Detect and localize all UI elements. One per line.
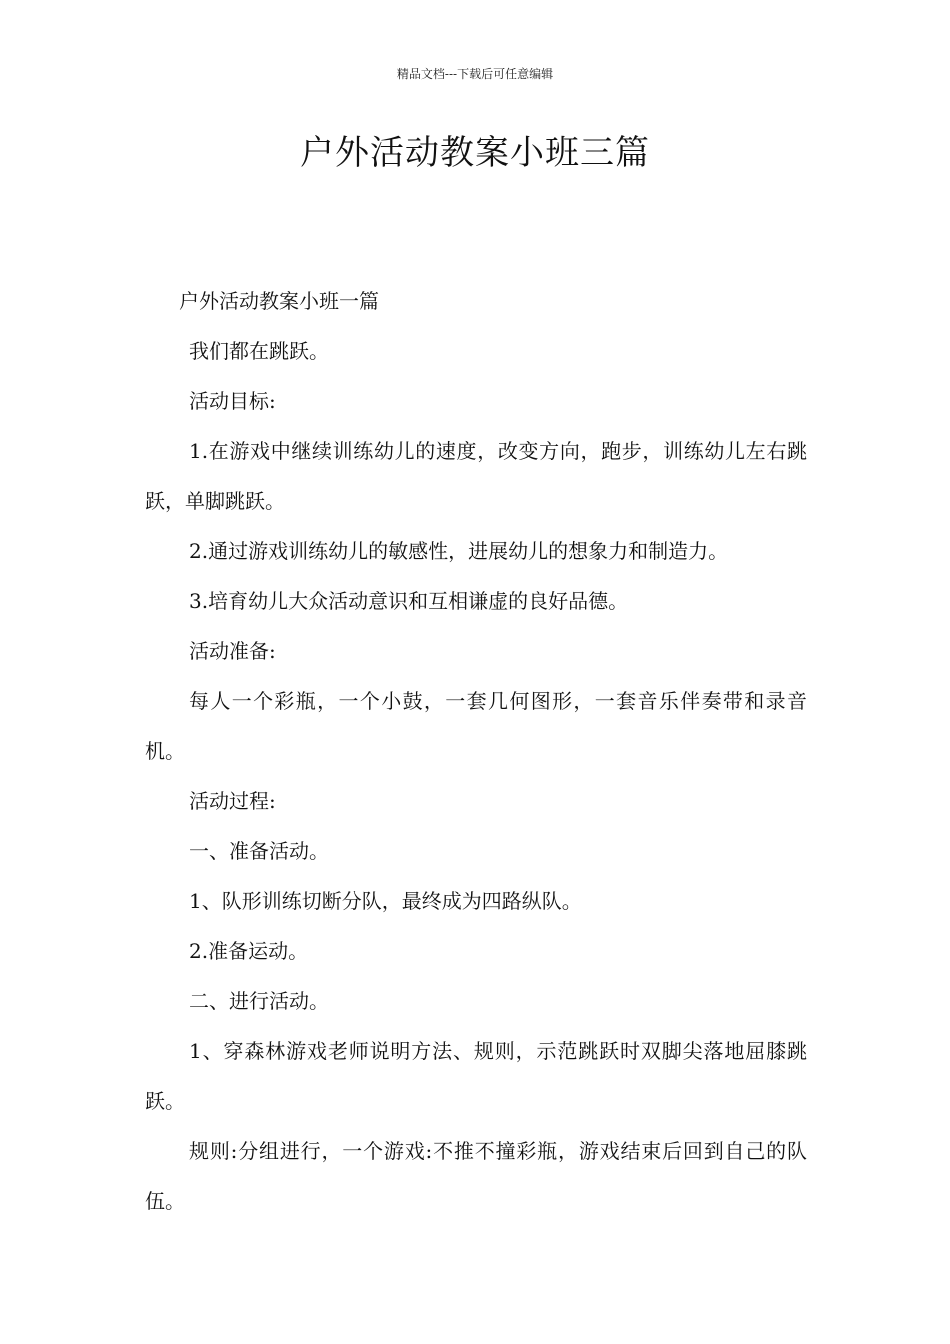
paragraph: 活动准备: <box>189 639 276 663</box>
paragraph: 每人一个彩瓶，一个小鼓，一套几何图形，一套音乐伴奏带和录音机。 <box>145 689 807 763</box>
paragraph: 1、队形训练切断分队，最终成为四路纵队。 <box>189 889 582 913</box>
paragraph: 二、进行活动。 <box>189 989 329 1013</box>
document-body <box>145 276 807 1226</box>
section-heading: 户外活动教案小班一篇 <box>179 289 379 313</box>
paragraph: 活动目标: <box>189 389 276 413</box>
paragraph: 1.在游戏中继续训练幼儿的速度，改变方向，跑步，训练幼儿左右跳跃，单脚跳跃。 <box>145 439 807 513</box>
paragraph: 2.通过游戏训练幼儿的敏感性，进展幼儿的想象力和制造力。 <box>189 539 729 563</box>
paragraph: 活动过程: <box>189 789 276 813</box>
document-title: 户外活动教案小班三篇 <box>300 133 650 173</box>
paragraph: 规则:分组进行，一个游戏:不推不撞彩瓶，游戏结束后回到自己的队伍。 <box>145 1139 807 1213</box>
paragraph: 我们都在跳跃。 <box>189 339 329 363</box>
paragraph: 一、准备活动。 <box>189 839 329 863</box>
paragraph: 1、穿森林游戏老师说明方法、规则，示范跳跃时双脚尖落地屈膝跳跃。 <box>145 1039 807 1113</box>
paragraph: 2.准备运动。 <box>189 939 309 963</box>
paragraph: 3.培育幼儿大众活动意识和互相谦虚的良好品德。 <box>189 589 629 613</box>
header-note: 精品文档---下载后可任意编辑 <box>396 67 554 81</box>
